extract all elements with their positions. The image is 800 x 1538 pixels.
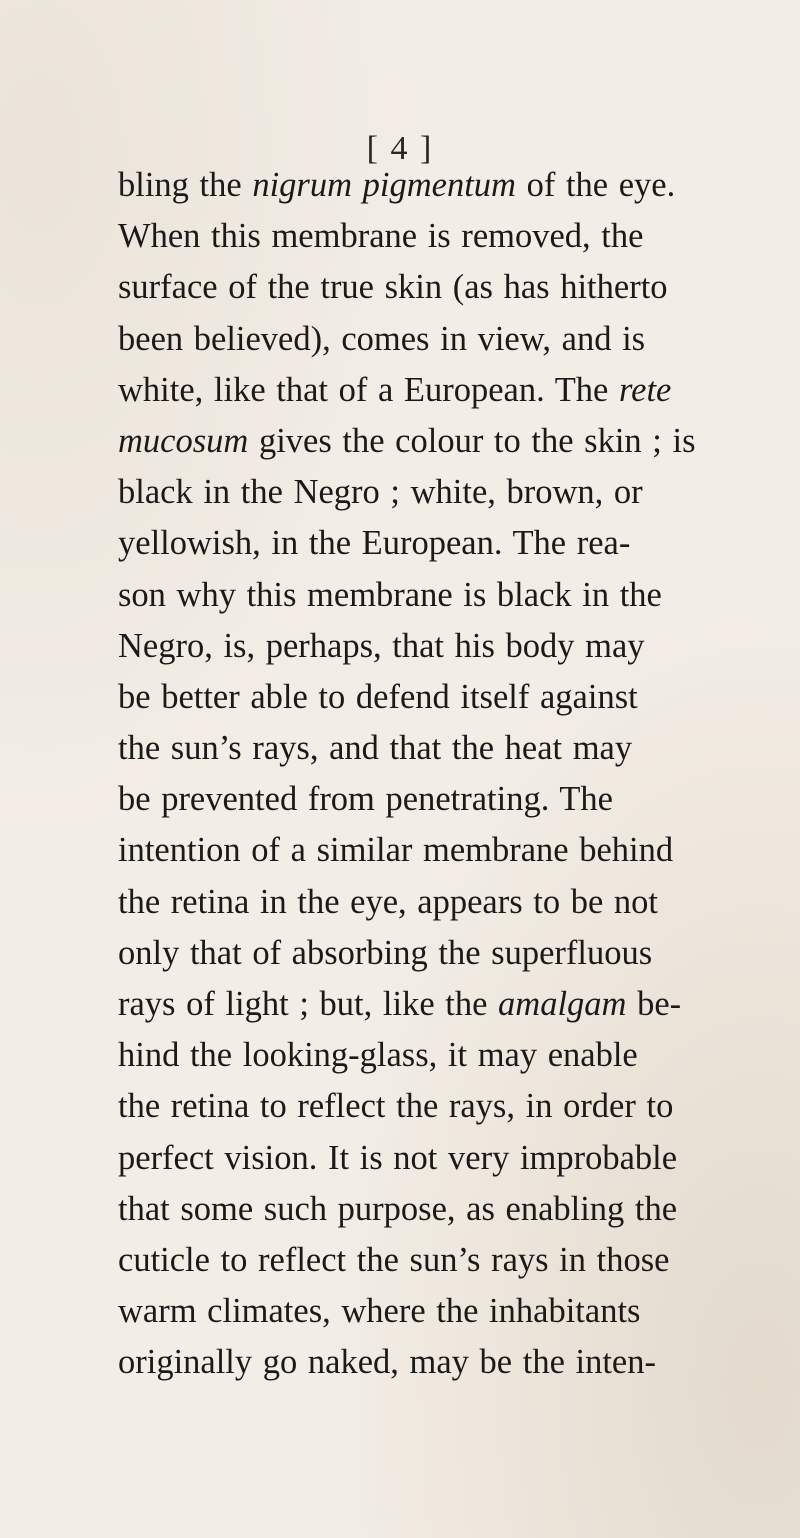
text-line: [118, 1081, 800, 1132]
text-line: [118, 723, 800, 774]
text-line: [118, 1286, 800, 1337]
text-segment: white, like that of a European. The: [118, 370, 619, 409]
text-segment: bling the: [118, 166, 253, 204]
text-line: [118, 467, 800, 518]
text-segment: the retina in the eye, appears to be not: [118, 882, 659, 921]
text-line: [118, 1337, 800, 1388]
text-segment: warm climates, where the inhabitants: [118, 1292, 641, 1331]
text-segment: originally go naked, may be the inten-: [118, 1343, 656, 1382]
text-segment: intention of a similar membrane behind: [118, 831, 674, 870]
text-line: [118, 621, 800, 672]
text-line: [118, 160, 800, 211]
text-line: [118, 928, 800, 979]
text-line: [118, 672, 800, 723]
text-segment: been believed), comes in view, and is: [118, 319, 646, 358]
text-segment: black in the Negro ; white, brown, or: [118, 473, 643, 512]
text-segment: the retina to reflect the rays, in order to: [118, 1087, 674, 1126]
text-segment: When this membrane is removed, the: [118, 217, 644, 256]
text-line: [118, 774, 800, 825]
text-segment: that some such purpose, as enabling the: [118, 1189, 678, 1228]
text-line: [118, 979, 800, 1030]
text-line: [118, 570, 800, 621]
text-segment: only that of absorbing the superfluous: [118, 933, 653, 972]
italic-term: rete: [619, 370, 672, 409]
text-line: [118, 877, 800, 928]
text-segment: perfect vision. It is not very improbable: [118, 1138, 678, 1177]
text-line: [118, 825, 800, 876]
text-segment: Negro, is, perhaps, that his body may: [118, 626, 645, 665]
text-segment: son why this membrane is black in the: [118, 575, 662, 614]
text-segment: the sun’s rays, and that the heat may: [118, 729, 633, 768]
text-line: [118, 1235, 800, 1286]
text-segment: be-: [626, 985, 682, 1023]
body-text: [118, 160, 800, 1389]
text-segment: hind the looking-glass, it may enable: [118, 1036, 638, 1075]
text-segment: rays of light ; but, like the: [118, 985, 499, 1023]
text-line: [118, 314, 800, 365]
text-line: [118, 365, 800, 416]
text-line: [118, 518, 800, 569]
text-line: [118, 416, 800, 467]
italic-term: amalgam: [498, 985, 627, 1023]
text-segment: cuticle to reflect the sun’s rays in those: [118, 1240, 670, 1279]
text-line: [118, 1184, 800, 1235]
page-number: [ 4 ]: [366, 130, 434, 167]
text-segment: be better able to defend itself against: [118, 677, 638, 716]
text-line: [118, 1030, 800, 1081]
text-line: [118, 262, 800, 313]
text-segment: surface of the true skin (as has hitherto: [118, 268, 668, 307]
text-line: [118, 1133, 800, 1184]
text-segment: of the eye.: [515, 166, 676, 204]
text-segment: gives the colour to the skin ; is: [248, 421, 696, 460]
text-segment: be prevented from penetrating. The: [118, 780, 613, 819]
text-line: [118, 211, 800, 262]
italic-term: mucosum: [118, 421, 249, 460]
italic-term: nigrum pigmentum: [252, 166, 516, 204]
text-segment: yellowish, in the European. The rea-: [118, 524, 631, 563]
